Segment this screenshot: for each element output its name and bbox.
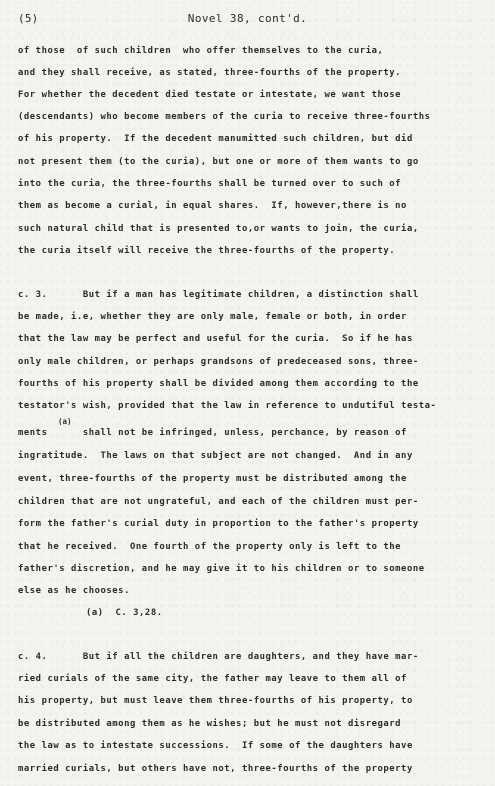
page-header	[0, 12, 495, 30]
section-c4-line: c. 4. But if all the children are daughters, and they have mar-	[18, 652, 419, 662]
text-line: testator's wish, provided that the law in reference to undutiful testa-	[18, 401, 437, 411]
text-line: not present them (to the curia), but one or more of them wants to go	[18, 157, 419, 167]
text-line: (descendants) who become members of the curia to receive three-fourths	[18, 112, 431, 122]
text-line: into the curia, the three-fourths shall be turned over to such of	[18, 179, 402, 189]
page-number: (5)	[18, 12, 39, 25]
text-line: them as become a curial, in equal shares. If, however,there is no	[18, 201, 407, 211]
text-line: fourths of his property shall be divided among them according to the	[18, 379, 419, 389]
text-line: form the father's curial duty in proportion to the father's property	[18, 519, 419, 529]
text-line: the curia itself will receive the three-fourths of the property.	[18, 246, 396, 256]
text-line: ried curials of the same city, the father may leave to them all of	[18, 674, 407, 684]
text-line: his property, but must leave them three-fourths of his property, to	[18, 696, 413, 706]
text-line: father's discretion, and he may give it to his children or to someone	[18, 564, 425, 574]
text-line: married curials, but others have not, three-fourths of the property	[18, 764, 413, 774]
text-line: of his property. If the decedent manumitted such children, but did	[18, 134, 413, 144]
text-line: the law as to intestate successions. If some of the daughters have	[18, 741, 413, 751]
text-line: that he received. One fourth of the property only is left to the	[18, 542, 402, 552]
text-line: that the law may be perfect and useful for the curia. So if he has	[18, 334, 413, 344]
footnote-marker: (a)	[58, 417, 72, 426]
text-line: such natural child that is presented to,or wants to join, the curia,	[18, 224, 419, 234]
page-title: Novel 38, cont'd.	[187, 12, 308, 25]
text-line: only male children, or perhaps grandsons of predeceased sons, three-	[18, 357, 419, 367]
text-line: else as he chooses.	[18, 586, 130, 596]
text-line: children that are not ungrateful, and each of the children must per-	[18, 497, 419, 507]
text-line: ments shall not be infringed, unless, perchance, by reason of	[18, 428, 407, 438]
text-line: and they shall receive, as stated, three-fourths of the property.	[18, 68, 402, 78]
footnote: (a) C. 3,28.	[86, 608, 163, 618]
section-c3-line: c. 3. But if a man has legitimate children, a distinction shall	[18, 290, 419, 300]
text-line: be made, i.e, whether they are only male, female or both, in order	[18, 312, 407, 322]
text-line: event, three-fourths of the property must be distributed among the	[18, 474, 407, 484]
text-line: For whether the decedent died testate or intestate, we want those	[18, 90, 402, 100]
text-line: of those of such children who offer themselves to the curia,	[18, 46, 384, 56]
text-line: be distributed among them as he wishes; but he must not disregard	[18, 719, 402, 729]
text-line: ingratitude. The laws on that subject are not changed. And in any	[18, 451, 413, 461]
